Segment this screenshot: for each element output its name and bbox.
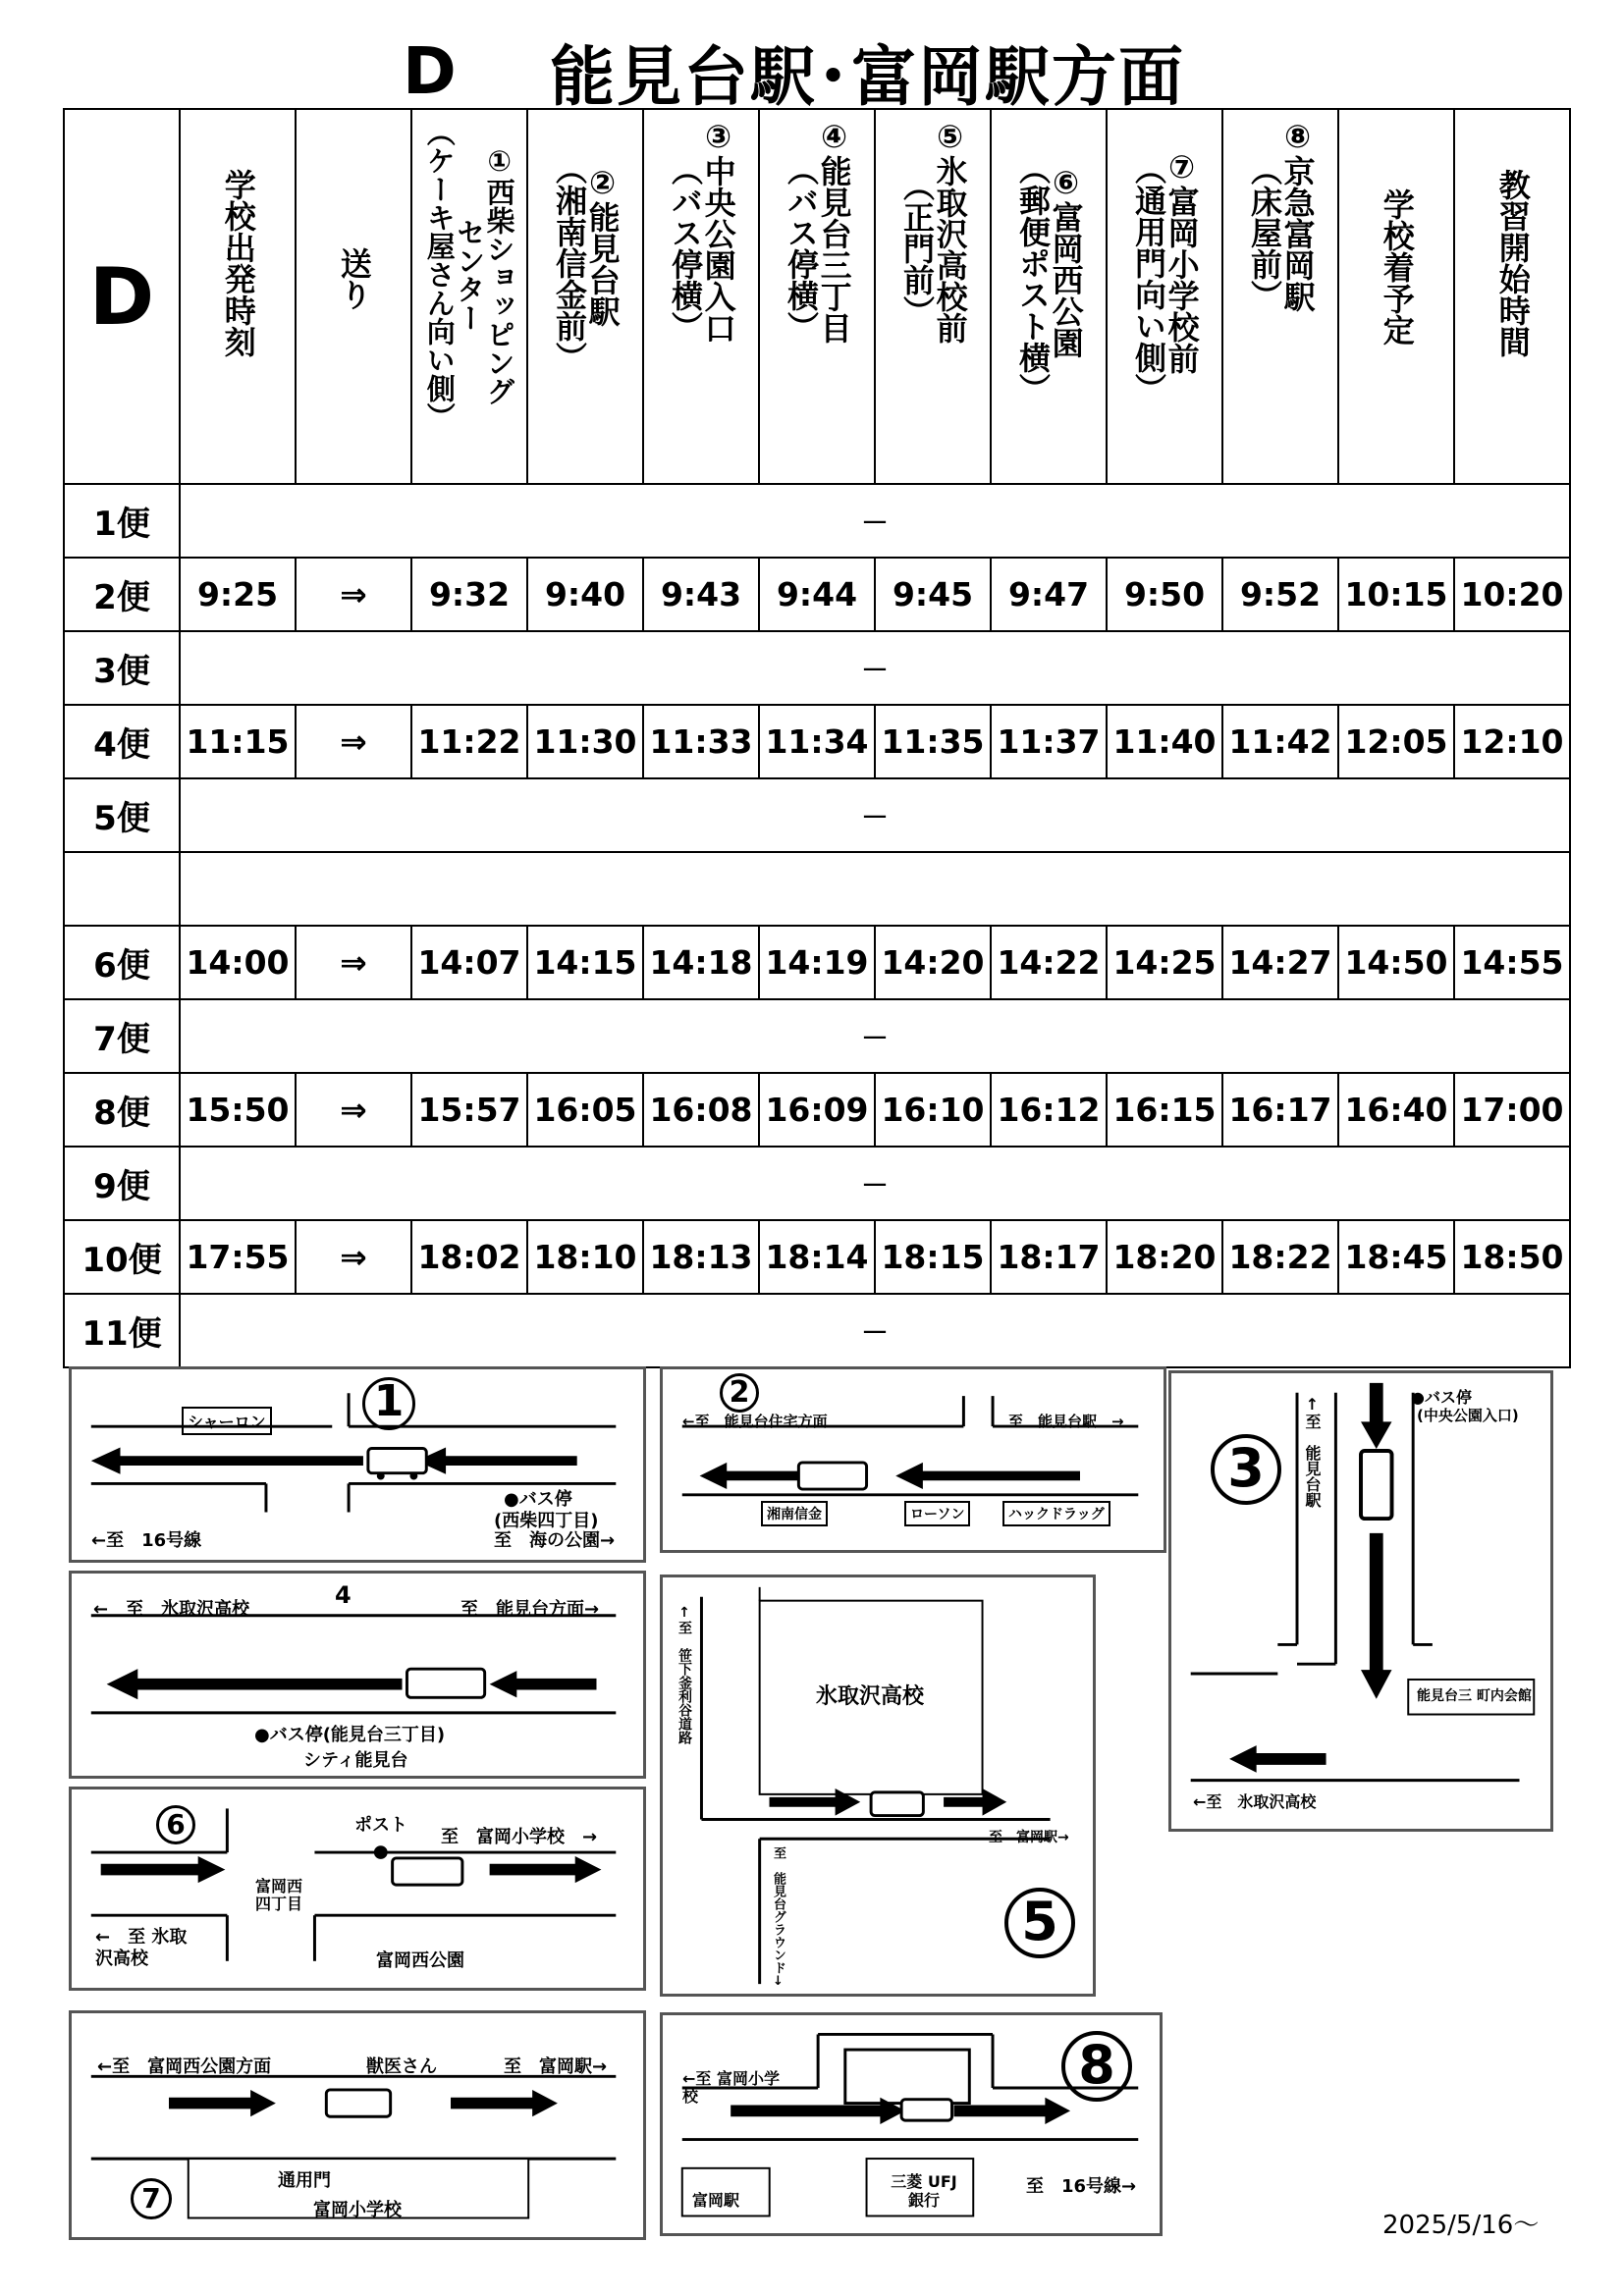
effective-date: 2025/5/16〜 bbox=[1382, 2211, 1540, 2240]
map-2-number: 2 bbox=[720, 1373, 759, 1413]
header-send: 送り bbox=[296, 109, 411, 484]
map-2-left: ←至 能見台住宅方面 bbox=[682, 1413, 828, 1430]
time-cell: 16:17 bbox=[1222, 1073, 1338, 1147]
time-cell: 11:35 bbox=[875, 705, 991, 778]
time-cell: 14:07 bbox=[411, 926, 527, 999]
time-cell: 9:32 bbox=[411, 558, 527, 631]
map-6-to: 至 富岡小学校 → bbox=[441, 1827, 598, 1847]
map-4-stop: ●バス停(能見台三丁目) bbox=[254, 1725, 446, 1745]
map-6-left: ← 至 氷取沢高校 bbox=[95, 1927, 188, 1969]
table-row bbox=[64, 1147, 1570, 1220]
time-cell: 17:55 bbox=[180, 1220, 296, 1294]
table-row bbox=[64, 1294, 1570, 1367]
time-cell: 11:42 bbox=[1222, 705, 1338, 778]
time-cell: 10:20 bbox=[1454, 558, 1570, 631]
row-label: 6便 bbox=[64, 926, 180, 999]
time-cell: 18:20 bbox=[1107, 1220, 1222, 1294]
map-6-park: 富岡西公園 bbox=[376, 1950, 464, 1971]
page-title bbox=[0, 27, 1624, 114]
time-cell: 14:00 bbox=[180, 926, 296, 999]
map-8-right: 至 16号線→ bbox=[1026, 2176, 1137, 2197]
time-cell: 18:50 bbox=[1454, 1220, 1570, 1294]
map-5-right-top: 至 富岡駅→ bbox=[989, 1830, 1069, 1845]
send-arrow: ⇒ bbox=[296, 558, 411, 631]
time-cell: 18:02 bbox=[411, 1220, 527, 1294]
header-stop-8: ⑧京急富岡駅 （床屋前） bbox=[1222, 109, 1338, 484]
map-4-sub: シティ能見台 bbox=[303, 1750, 408, 1771]
row-label: 11便 bbox=[64, 1294, 180, 1367]
time-cell: 14:20 bbox=[875, 926, 991, 999]
table-row bbox=[64, 1220, 1570, 1294]
time-cell: 18:22 bbox=[1222, 1220, 1338, 1294]
header-stop-6: ⑥富岡西公園 （郵便ポスト横） bbox=[991, 109, 1107, 484]
map-4-number: 4 bbox=[335, 1581, 352, 1609]
no-service-cell: － bbox=[180, 1147, 1570, 1220]
header-stop-2: ②能見台駅 （湘南信金前） bbox=[527, 109, 643, 484]
table-corner: D bbox=[64, 109, 180, 484]
row-label: 5便 bbox=[64, 778, 180, 852]
map-3-stop: ●バス停 bbox=[1411, 1388, 1472, 1407]
table-row bbox=[64, 484, 1570, 558]
map-5 bbox=[660, 1575, 1096, 1997]
time-cell: 9:50 bbox=[1107, 558, 1222, 631]
title-main: 能見台駅･富岡駅方面 bbox=[550, 38, 1185, 115]
time-cell: 16:08 bbox=[643, 1073, 759, 1147]
row-label: 3便 bbox=[64, 631, 180, 705]
no-service-cell: － bbox=[180, 631, 1570, 705]
send-arrow: ⇒ bbox=[296, 926, 411, 999]
header-stop-4: ④能見台三丁目 （バス停横） bbox=[759, 109, 875, 484]
map-3-number: 3 bbox=[1211, 1434, 1281, 1505]
time-cell: 14:15 bbox=[527, 926, 643, 999]
map-1-stop: ●バス停 bbox=[504, 1489, 572, 1510]
table-row bbox=[64, 631, 1570, 705]
table-row bbox=[64, 778, 1570, 852]
time-cell: 18:15 bbox=[875, 1220, 991, 1294]
map-5-number: 5 bbox=[1004, 1888, 1075, 1958]
table-row bbox=[64, 852, 1570, 926]
row-label: 7便 bbox=[64, 999, 180, 1073]
row-label: 1便 bbox=[64, 484, 180, 558]
map-3-bottom: ←至 氷取沢高校 bbox=[1193, 1792, 1317, 1811]
map-1 bbox=[69, 1366, 646, 1563]
time-cell: 14:50 bbox=[1338, 926, 1454, 999]
time-cell: 11:33 bbox=[643, 705, 759, 778]
time-cell: 12:10 bbox=[1454, 705, 1570, 778]
time-cell: 9:40 bbox=[527, 558, 643, 631]
timetable bbox=[63, 108, 1571, 1368]
map-8-station: 富岡駅 bbox=[692, 2191, 740, 2210]
map-8-bank: 三菱 UFJ銀行 bbox=[891, 2172, 957, 2211]
map-2-b2: ローソン bbox=[904, 1501, 970, 1526]
map-2 bbox=[660, 1366, 1166, 1553]
row-label: 10便 bbox=[64, 1220, 180, 1294]
map-5-left-v: ↑至 笹下釜利谷道路 bbox=[677, 1605, 692, 1744]
map-4-left: ← 至 氷取沢高校 bbox=[93, 1599, 250, 1620]
map-8-to: ←至 富岡小学校 bbox=[682, 2069, 780, 2106]
map-8-number: 8 bbox=[1061, 2031, 1132, 2102]
time-cell: 16:10 bbox=[875, 1073, 991, 1147]
time-cell: 11:40 bbox=[1107, 705, 1222, 778]
time-cell: 18:45 bbox=[1338, 1220, 1454, 1294]
time-cell: 9:52 bbox=[1222, 558, 1338, 631]
time-cell: 9:45 bbox=[875, 558, 991, 631]
time-cell: 14:18 bbox=[643, 926, 759, 999]
time-cell: 16:15 bbox=[1107, 1073, 1222, 1147]
map-7-school: 富岡小学校 bbox=[313, 2200, 402, 2220]
row-label: 9便 bbox=[64, 1147, 180, 1220]
map-3-box: 能見台三 町内会館 bbox=[1417, 1688, 1532, 1704]
send-arrow: ⇒ bbox=[296, 1073, 411, 1147]
time-cell: 16:40 bbox=[1338, 1073, 1454, 1147]
map-6 bbox=[69, 1787, 646, 1991]
header-depart: 学校出発時刻 bbox=[180, 109, 296, 484]
time-cell: 9:43 bbox=[643, 558, 759, 631]
row-label: 4便 bbox=[64, 705, 180, 778]
time-cell: 15:50 bbox=[180, 1073, 296, 1147]
time-cell: 14:55 bbox=[1454, 926, 1570, 999]
map-1-right: 至 海の公園→ bbox=[494, 1530, 616, 1551]
row-label bbox=[64, 852, 180, 926]
map-7-mid: 獣医さん bbox=[366, 2056, 437, 2077]
time-cell: 17:00 bbox=[1454, 1073, 1570, 1147]
time-cell: 15:57 bbox=[411, 1073, 527, 1147]
send-arrow: ⇒ bbox=[296, 705, 411, 778]
table-row bbox=[64, 999, 1570, 1073]
map-2-b3: ハックドラッグ bbox=[1002, 1501, 1110, 1526]
time-cell: 16:09 bbox=[759, 1073, 875, 1147]
row-label: 8便 bbox=[64, 1073, 180, 1147]
header-stop-5: ⑤氷取沢高校前 （正門前） bbox=[875, 109, 991, 484]
title-letter: D bbox=[403, 32, 457, 109]
map-4-right: 至 能見台方面→ bbox=[460, 1599, 600, 1620]
time-cell: 14:19 bbox=[759, 926, 875, 999]
no-service-cell: － bbox=[180, 778, 1570, 852]
time-cell: 18:14 bbox=[759, 1220, 875, 1294]
time-cell: 18:10 bbox=[527, 1220, 643, 1294]
no-service-cell: － bbox=[180, 999, 1570, 1073]
time-cell: 14:27 bbox=[1222, 926, 1338, 999]
map-6-post: ポスト bbox=[354, 1815, 407, 1836]
map-7-gate: 通用門 bbox=[278, 2170, 331, 2191]
time-cell: 9:25 bbox=[180, 558, 296, 631]
time-cell: 11:15 bbox=[180, 705, 296, 778]
time-cell: 16:05 bbox=[527, 1073, 643, 1147]
map-4 bbox=[69, 1571, 646, 1779]
time-cell: 12:05 bbox=[1338, 705, 1454, 778]
table-row bbox=[64, 1073, 1570, 1147]
map-5-school: 氷取沢高校 bbox=[816, 1684, 925, 1709]
time-cell: 14:25 bbox=[1107, 926, 1222, 999]
time-cell: 11:30 bbox=[527, 705, 643, 778]
time-cell: 11:34 bbox=[759, 705, 875, 778]
no-service-cell: － bbox=[180, 1294, 1570, 1367]
time-cell: 14:22 bbox=[991, 926, 1107, 999]
map-1-stop-sub: (西柴四丁目) bbox=[494, 1511, 599, 1531]
map-2-b1: 湘南信金 bbox=[761, 1501, 828, 1526]
map-3-to: ↑至 能見台駅 bbox=[1303, 1395, 1322, 1508]
map-3 bbox=[1168, 1370, 1553, 1832]
header-stop-1: ①西柴ショッピング センター （ケーキ屋さん向い側） bbox=[411, 109, 527, 484]
map-7 bbox=[69, 2010, 646, 2240]
send-arrow: ⇒ bbox=[296, 1220, 411, 1294]
time-cell: 18:13 bbox=[643, 1220, 759, 1294]
map-5-ground: 至 能見台グラウンド↓ bbox=[771, 1846, 785, 1989]
map-7-number: 7 bbox=[131, 2178, 172, 2219]
header-arrive: 学校着予定 bbox=[1338, 109, 1454, 484]
time-cell: 18:17 bbox=[991, 1220, 1107, 1294]
map-7-right: 至 富岡駅→ bbox=[504, 2056, 608, 2077]
time-cell: 9:44 bbox=[759, 558, 875, 631]
no-service-cell: － bbox=[180, 484, 1570, 558]
row-label: 2便 bbox=[64, 558, 180, 631]
map-1-left: ←至 16号線 bbox=[91, 1530, 202, 1551]
table-row bbox=[64, 926, 1570, 999]
time-cell: 16:12 bbox=[991, 1073, 1107, 1147]
table-row bbox=[64, 705, 1570, 778]
time-cell: 11:37 bbox=[991, 705, 1107, 778]
no-service-cell bbox=[180, 852, 1570, 926]
map-1-shop: シャーロン bbox=[182, 1407, 272, 1435]
table-row bbox=[64, 558, 1570, 631]
header-stop-3: ③中央公園入口 （バス停横） bbox=[643, 109, 759, 484]
map-7-left: ←至 富岡西公園方面 bbox=[97, 2056, 272, 2077]
time-cell: 10:15 bbox=[1338, 558, 1454, 631]
map-3-stop-sub: (中央公園入口) bbox=[1417, 1407, 1519, 1424]
time-cell: 9:47 bbox=[991, 558, 1107, 631]
map-8 bbox=[660, 2012, 1163, 2236]
map-2-right: 至 能見台駅 → bbox=[1008, 1413, 1124, 1430]
header-lesson: 教習開始時間 bbox=[1454, 109, 1570, 484]
map-6-area: 富岡西 四丁目 bbox=[254, 1877, 302, 1913]
map-6-number: 6 bbox=[156, 1805, 195, 1844]
header-stop-7: ⑦富岡小学校前 （通用門向い側） bbox=[1107, 109, 1222, 484]
map-1-number: 1 bbox=[362, 1377, 415, 1430]
time-cell: 11:22 bbox=[411, 705, 527, 778]
